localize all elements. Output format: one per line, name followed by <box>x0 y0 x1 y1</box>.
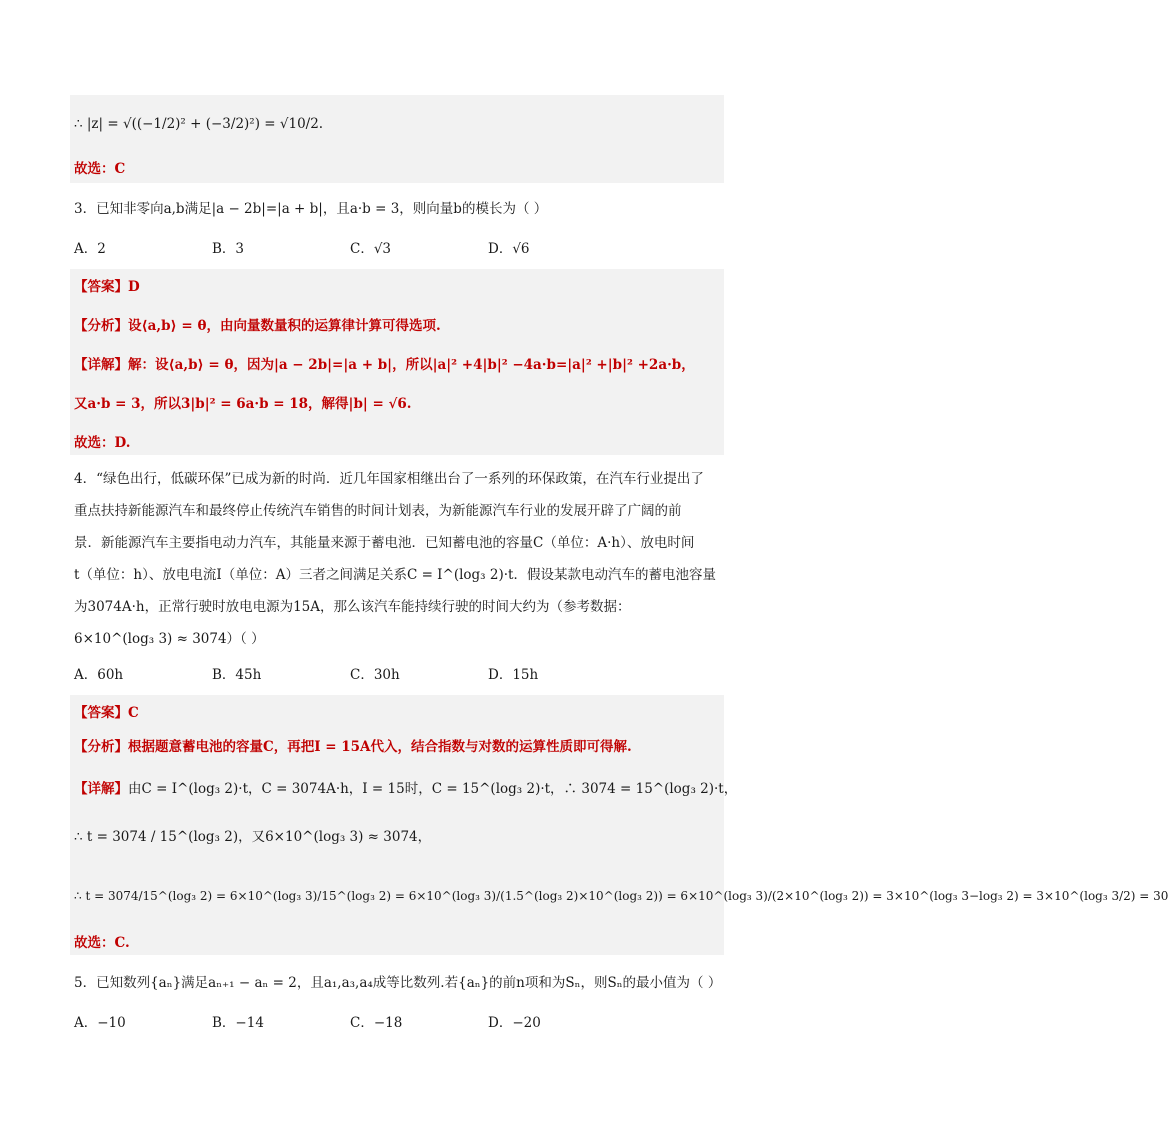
q4-detail-label: 【详解】 <box>74 781 128 797</box>
q4-answer-value: C <box>128 705 139 721</box>
modulus-expression: ∴ |z| = √((−1/2)² + (−3/2)²) = √10/2. <box>74 116 324 132</box>
q4-detail-line-2: ∴ t = 3074 / 15^(log₃ 2)，又6×10^(log₃ 3) ≈ 3074， <box>74 829 432 845</box>
q4-options <box>70 663 724 683</box>
q5-option-c: C．−18 <box>350 1015 403 1031</box>
q5-stem: 5．已知数列{aₙ}满足aₙ₊₁ − aₙ = 2，且a₁,a₃,a₄成等比数列.若{aₙ}的前n项和为Sₙ，则Sₙ的最小值为（ ） <box>74 975 722 991</box>
q4-detail-text-1: 由C = I^(log₃ 2)·t，C = 3074A·h，I = 15时，C = 15^(log₃ 2)·t，∴ 3074 = 15^(log₃ 2)·t， <box>128 781 738 797</box>
q5-option-d: D．−20 <box>488 1015 541 1031</box>
q4-detail-line-3: ∴ t = 3074/15^(log₃ 2) = 6×10^(log₃ 3)/15^(log₃ 2) = 6×10^(log₃ 3)/(1.5^(log₃ 2)×10^(log₃ 2)) = 6×10^(log₃ 3)/(2×10^(log₃ 2)) = 3×10^(log₃ 3−log₃ 2) = 3×10^(log₃ 3/2) = 30 <box>74 889 1168 903</box>
q4-choice: 故选：C. <box>74 935 130 951</box>
q3-solution-block <box>70 269 724 455</box>
q3-analysis-text: 设⟨a,b⟩ = θ，由向量数量积的运算律计算可得选项. <box>128 318 441 334</box>
q4-stem-5: 为3074A·h，正常行驶时放电电源为15A，那么该汽车能持续行驶的时间大约为（参考数据： <box>74 599 631 615</box>
q3-detail-line-1 <box>74 353 720 373</box>
q4-stem-2: 重点扶持新能源汽车和最终停止传统汽车销售的时间计划表，为新能源汽车行业的发展开辟了广阔的前 <box>74 503 682 519</box>
q3-options <box>70 237 724 257</box>
q3-answer-label: 【答案】 <box>74 279 128 295</box>
q3-option-a: A．2 <box>74 241 106 257</box>
q3-option-c: C．√3 <box>350 241 392 257</box>
q4-stem-1: 4．“绿色出行，低碳环保”已成为新的时尚．近几年国家相继出台了一系列的环保政策，在汽车行业提出了 <box>74 471 704 487</box>
q3-option-d: D．√6 <box>488 241 530 257</box>
q4-option-c: C．30h <box>350 667 400 683</box>
q4-option-a: A．60h <box>74 667 124 683</box>
q4-option-b: B．45h <box>212 667 262 683</box>
q5-option-b: B．−14 <box>212 1015 264 1031</box>
q4-solution-block <box>70 695 1168 955</box>
q3-answer-line <box>74 275 720 295</box>
q4-answer-label: 【答案】 <box>74 705 128 721</box>
q3-detail-line-2: 又a·b = 3，所以3|b|² = 6a·b = 18，解得|b| = √6. <box>74 396 412 412</box>
q3-choice: 故选：D. <box>74 435 131 451</box>
q4-analysis-text: 根据题意蓄电池的容量C，再把I = 15A代入，结合指数与对数的运算性质即可得解. <box>128 739 632 755</box>
q3-analysis-line <box>74 314 720 334</box>
q4-analysis-label: 【分析】 <box>74 739 128 755</box>
question-3 <box>70 193 724 455</box>
q4-stem-3: 景．新能源汽车主要指电动力汽车，其能量来源于蓄电池．已知蓄电池的容量C（单位：A·h）、放电时间 <box>74 535 695 551</box>
q3-detail-text-1: 解：设⟨a,b⟩ = θ，因为|a − 2b|=|a + b|，所以|a|² +4|b|² −4a·b=|a|² +|b|² +2a·b， <box>128 357 695 373</box>
q3-detail-label: 【详解】 <box>74 357 128 373</box>
q4-analysis-line <box>74 735 720 755</box>
document-page <box>70 95 1168 1031</box>
prev-choice: 故选：C <box>74 161 126 177</box>
prev-solution-block <box>70 95 724 183</box>
q3-stem: 3．已知非零向a,b满足|a − 2b|=|a + b|，且a·b = 3，则向量b的模长为（ ） <box>74 201 548 217</box>
q3-option-b: B．3 <box>212 241 245 257</box>
q3-answer-value: D <box>128 279 140 295</box>
q3-analysis-label: 【分析】 <box>74 318 128 334</box>
q4-answer-line <box>74 701 720 721</box>
question-4 <box>70 465 1168 955</box>
q5-options <box>70 1011 724 1031</box>
q4-detail-line-1 <box>74 777 738 797</box>
modulus-line <box>74 99 720 149</box>
q5-option-a: A．−10 <box>74 1015 126 1031</box>
q4-option-d: D．15h <box>488 667 539 683</box>
q4-stem-6: 6×10^(log₃ 3) ≈ 3074）（ ） <box>74 631 265 647</box>
question-5 <box>70 969 724 1031</box>
q4-stem-4: t（单位：h）、放电电流I（单位：A）三者之间满足关系C = I^(log₃ 2)·t．假设某款电动汽车的蓄电池容量 <box>74 567 716 583</box>
